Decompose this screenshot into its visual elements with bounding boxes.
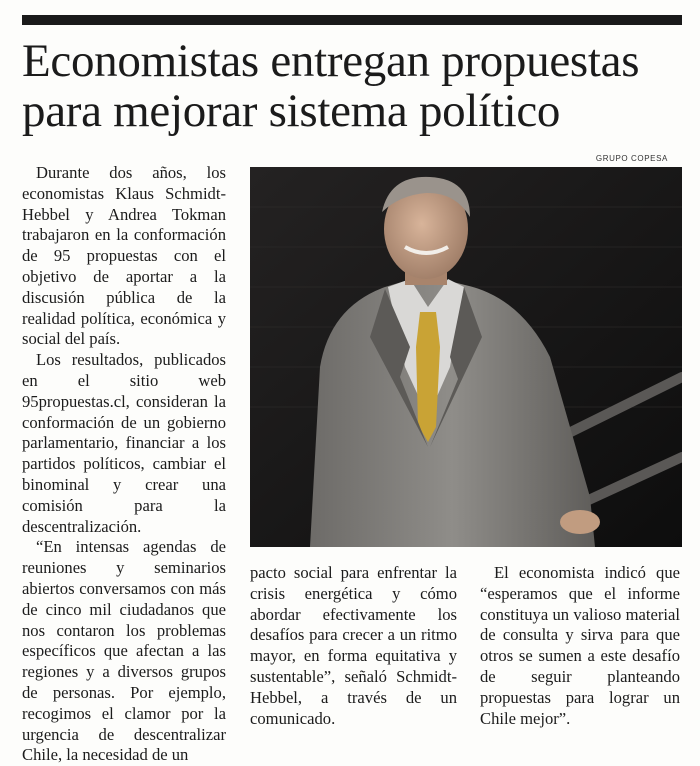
column-1 bbox=[22, 163, 226, 766]
headline-line-2: para mejorar sistema político bbox=[22, 85, 561, 137]
paragraph-5: El economista indicó que “esperamos que el informe constituya un valioso material de consulta y sirva para que otros se sumen a este desafío de seguir planteando propuestas para lograr un Chile mejor”. bbox=[480, 563, 680, 728]
paragraph-2: Los resultados, publicados en el sitio web 95propuestas.cl, consideran la conformación de un gobierno parlamentario, financiar a los partidos políticos, cambiar el binominal y crear una comisión para la descentralización. bbox=[22, 350, 226, 536]
column-3 bbox=[480, 563, 680, 729]
headline bbox=[22, 36, 692, 136]
headline-line-1: Economistas entregan propuestas bbox=[22, 35, 640, 87]
top-rule bbox=[22, 15, 682, 25]
paragraph-3: “En intensas agendas de reuniones y seminarios abiertos conversamos con más de cinco mil ciudadanos que nos contaron los problemas específicos que afectan a las regiones y a diversos grupos de personas. Por ejemplo, recogimos el clamor por la urgencia de descentralizar Chile, la necesidad de un bbox=[22, 537, 226, 765]
paragraph-1: Durante dos años, los economistas Klaus Schmidt-Hebbel y Andrea Tokman trabajaron en la conformación de 95 propuestas con el objetivo de aportar a la discusión pública de la realidad política, económica y social del país. bbox=[22, 163, 226, 349]
article-photo bbox=[250, 167, 682, 547]
photo-credit: GRUPO COPESA bbox=[595, 154, 668, 163]
paragraph-4: pacto social para enfrentar la crisis energética y cómo abordar efectivamente los desafíos para crecer a un ritmo mayor, en forma equitativa y sustentable”, señaló Schmidt-Hebbel, a través de un comunicado. bbox=[250, 563, 457, 728]
column-2 bbox=[250, 563, 457, 729]
